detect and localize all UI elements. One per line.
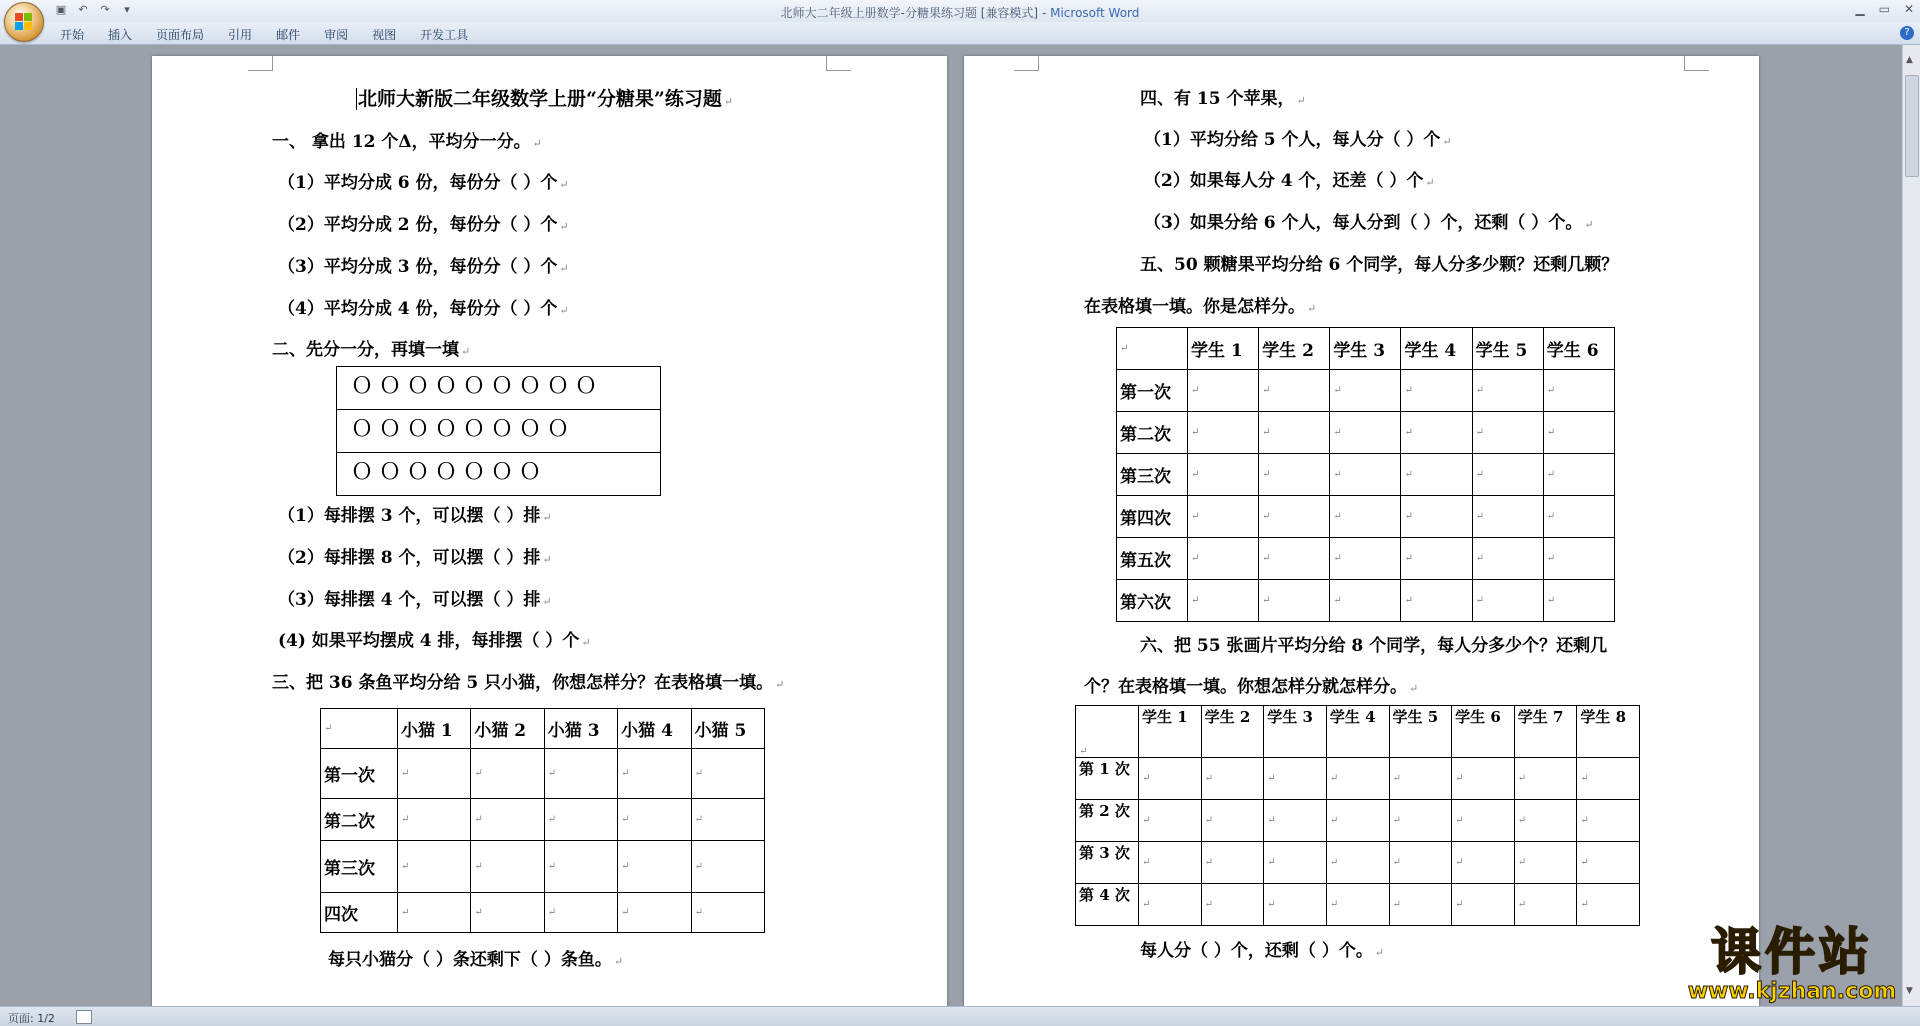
table-cell[interactable]: ↵	[1577, 800, 1640, 842]
ribbon-tabs	[60, 26, 492, 43]
table-header-row	[1076, 706, 1640, 758]
scroll-up-icon[interactable]: ▲	[1906, 55, 1913, 65]
table-cell[interactable]: ↵	[1264, 758, 1327, 800]
table-cell[interactable]: ↵	[1139, 842, 1202, 884]
table-cell[interactable]: ↵	[1472, 370, 1543, 412]
page-count[interactable]: 页面: 1/2	[8, 1012, 55, 1025]
margin-corner	[1684, 56, 1709, 71]
table-cell[interactable]: ↵	[1577, 758, 1640, 800]
margin-corner	[1014, 56, 1039, 71]
table-header-cell: 学生 6	[1452, 706, 1515, 758]
page-title: 北师大新版二年级数学上册“分糖果”练习题 ↵	[358, 88, 734, 110]
table-cell[interactable]: ↵	[1264, 884, 1327, 926]
help-icon[interactable]: ?	[1900, 26, 1914, 40]
tab-developer[interactable]: 开发工具	[420, 28, 469, 42]
question-line: （4）平均分成 4 份，每份分（ ）个 ↵	[278, 299, 569, 319]
table-cell[interactable]: ↵	[691, 841, 764, 893]
table-cell[interactable]: ↵	[1326, 758, 1389, 800]
table-cell[interactable]: ↵	[1577, 842, 1640, 884]
window-title: 北师大二年级上册数学-分糖果练习题 [兼容模式] - Microsoft Word	[780, 6, 1140, 20]
table-cell[interactable]: ↵	[691, 893, 764, 933]
table-row-label: 第 1 次	[1076, 758, 1139, 800]
close-icon[interactable]: ✕	[1903, 2, 1914, 16]
scroll-down-icon[interactable]: ▼	[1906, 986, 1913, 996]
question-line: （3）如果分给 6 个人，每人分到（ ）个，还剩（ ）个。 ↵	[1144, 213, 1594, 233]
table-row-label: 第三次	[321, 841, 398, 893]
table-row	[1117, 412, 1615, 454]
table-cell[interactable]: ↵	[1188, 538, 1259, 580]
table-cell[interactable]: ↵	[544, 749, 617, 799]
table-cell[interactable]: ↵	[1259, 454, 1330, 496]
document-title: 北师大二年级上册数学-分糖果练习题 [兼容模式]	[780, 6, 1039, 20]
question-line: （1）平均分给 5 个人，每人分（ ）个 ↵	[1144, 130, 1452, 150]
undo-icon[interactable]: ↶	[78, 3, 88, 16]
table-row-label: 第 3 次	[1076, 842, 1139, 884]
table-header-cell: 学生 4	[1326, 706, 1389, 758]
tab-references[interactable]: 引用	[228, 28, 253, 42]
table-cell[interactable]: ↵	[544, 893, 617, 933]
table-cell[interactable]: ↵	[691, 749, 764, 799]
table-cell[interactable]: ↵	[1452, 842, 1515, 884]
table-cell[interactable]: ↵	[1543, 370, 1614, 412]
table-cell[interactable]: ↵	[1330, 412, 1401, 454]
table-row	[321, 799, 765, 841]
table-cell[interactable]: ↵	[1452, 758, 1515, 800]
table-cell[interactable]: ↵	[1543, 580, 1614, 622]
fish-table	[320, 708, 765, 933]
table-header-cell: 学生 1	[1139, 706, 1202, 758]
table-cell[interactable]: ↵	[1188, 496, 1259, 538]
table-cell[interactable]: ↵	[1401, 370, 1472, 412]
table-cell[interactable]: ↵	[1076, 706, 1139, 758]
fish-footer: 每只小猫分（ ）条还剩下（ ）条鱼。 ↵	[328, 950, 624, 970]
table-cell[interactable]: ↵	[1514, 800, 1577, 842]
question-line: (4) 如果平均摆成 4 排，每排摆（ ）个 ↵	[278, 631, 591, 651]
table-header-cell: 学生 5	[1389, 706, 1452, 758]
table-header-cell: 小猫 2	[471, 709, 544, 749]
picture-card-table	[1075, 705, 1640, 926]
table-cell[interactable]: ↵	[1401, 412, 1472, 454]
table-row	[1076, 842, 1640, 884]
table-row-label: 第三次	[1117, 454, 1188, 496]
table-cell[interactable]: ↵	[1188, 412, 1259, 454]
table-header-cell: 学生 7	[1514, 706, 1577, 758]
table-header-cell: 小猫 3	[544, 709, 617, 749]
table-cell[interactable]: ↵	[1472, 538, 1543, 580]
table-cell[interactable]: ↵	[1264, 842, 1327, 884]
table-row	[1117, 454, 1615, 496]
site-watermark-logo	[1664, 924, 1920, 1006]
margin-corner	[826, 56, 851, 71]
table-cell[interactable]: ↵	[1401, 538, 1472, 580]
table-cell[interactable]: ↵	[1401, 580, 1472, 622]
candy-table	[1116, 327, 1615, 622]
minimize-icon[interactable]: ▁	[1855, 2, 1865, 16]
app-name: Microsoft Word	[1050, 6, 1140, 20]
table-cell[interactable]: ↵	[471, 841, 544, 893]
circle-row: ＯＯＯＯＯＯＯＯＯ	[337, 367, 660, 410]
table-cell[interactable]: ↵	[1577, 884, 1640, 926]
table-cell[interactable]: ↵	[1543, 454, 1614, 496]
table-cell[interactable]: ↵	[1401, 454, 1472, 496]
table-row	[321, 893, 765, 933]
table-header-cell: 学生 3	[1264, 706, 1327, 758]
table-cell[interactable]: ↵	[471, 799, 544, 841]
office-logo-icon	[15, 13, 33, 31]
table-cell[interactable]: ↵	[1514, 884, 1577, 926]
redo-icon[interactable]: ↷	[100, 3, 110, 16]
table-header-cell: 学生 2	[1259, 328, 1330, 370]
table-cell[interactable]: ↵	[618, 749, 691, 799]
table-cell[interactable]: ↵	[1472, 412, 1543, 454]
table-cell[interactable]: ↵	[1514, 758, 1577, 800]
table-row-label: 第二次	[321, 799, 398, 841]
table-header-cell: 学生 2	[1201, 706, 1264, 758]
table-cell[interactable]: ↵	[1259, 580, 1330, 622]
table-cell[interactable]: ↵	[1188, 454, 1259, 496]
table-cell[interactable]: ↵	[1389, 800, 1452, 842]
question-line: （1）平均分成 6 份，每份分（ ）个 ↵	[278, 173, 569, 193]
tab-page-layout[interactable]: 页面布局	[156, 28, 205, 42]
table-cell[interactable]: ↵	[1259, 496, 1330, 538]
table-header-cell: 小猫 5	[691, 709, 764, 749]
tab-mailings[interactable]: 邮件	[276, 28, 301, 42]
status-bar	[0, 1006, 1920, 1026]
table-cell[interactable]: ↵	[544, 841, 617, 893]
table-cell[interactable]: ↵	[1201, 758, 1264, 800]
section-1-heading: 一、 拿出 12 个Δ，平均分一分。 ↵	[272, 132, 542, 152]
table-cell[interactable]: ↵	[1259, 538, 1330, 580]
table-cell[interactable]: ↵	[1139, 758, 1202, 800]
table-row-label: 第一次	[321, 749, 398, 799]
question-line: （3）平均分成 3 份，每份分（ ）个 ↵	[278, 257, 569, 277]
table-cell[interactable]: ↵	[1452, 800, 1515, 842]
scrollbar-thumb[interactable]	[1905, 75, 1919, 177]
table-row-label: 第 2 次	[1076, 800, 1139, 842]
table-cell[interactable]: ↵	[691, 799, 764, 841]
table-cell[interactable]: ↵	[398, 841, 471, 893]
table-cell[interactable]: ↵	[398, 749, 471, 799]
proofing-icon[interactable]	[76, 1010, 92, 1024]
customize-toolbar-icon[interactable]: ▾	[124, 3, 130, 16]
table-cell[interactable]: ↵	[1326, 884, 1389, 926]
logo-text: 课件站	[1711, 923, 1873, 981]
table-header-cell: 学生 3	[1330, 328, 1401, 370]
table-row-label: 第五次	[1117, 538, 1188, 580]
window-controls	[1855, 2, 1914, 16]
table-cell[interactable]: ↵	[1330, 538, 1401, 580]
table-cell[interactable]: ↵	[1472, 454, 1543, 496]
section-3-heading: 三、把 36 条鱼平均分给 5 只小猫，你想怎样分？在表格填一填。 ↵	[272, 673, 785, 693]
tab-insert[interactable]: 插入	[108, 28, 133, 42]
table-row	[1117, 370, 1615, 412]
table-cell[interactable]: ↵	[1264, 800, 1327, 842]
table-header-cell: 学生 6	[1543, 328, 1614, 370]
table-row	[1117, 580, 1615, 622]
table-cell[interactable]: ↵	[1472, 496, 1543, 538]
table-header-cell: 学生 5	[1472, 328, 1543, 370]
question-line: （2）平均分成 2 份，每份分（ ）个 ↵	[278, 215, 569, 235]
save-icon[interactable]: ▣	[55, 3, 67, 16]
document-page-1[interactable]	[152, 56, 947, 1016]
table-cell[interactable]: ↵	[1330, 496, 1401, 538]
circle-row: ＯＯＯＯＯＯＯＯ	[337, 410, 660, 453]
logo-url: www.kjzhan.com	[1687, 979, 1897, 1004]
document-page-2[interactable]	[964, 56, 1759, 1016]
table-header-cell: 学生 1	[1188, 328, 1259, 370]
table-cell[interactable]: ↵	[1259, 370, 1330, 412]
table-cell[interactable]: ↵	[1326, 842, 1389, 884]
vertical-scrollbar[interactable]	[1902, 45, 1920, 1006]
table-cell[interactable]: ↵	[1330, 580, 1401, 622]
tab-view[interactable]: 视图	[372, 28, 397, 42]
table-row	[1076, 758, 1640, 800]
table-header-row	[1117, 328, 1615, 370]
table-row	[1076, 800, 1640, 842]
table-cell[interactable]: ↵	[1543, 538, 1614, 580]
picture-card-footer: 每人分（ ）个，还剩（ ）个。 ↵	[1140, 941, 1385, 961]
table-header-cell: 学生 4	[1401, 328, 1472, 370]
table-cell[interactable]: ↵	[1188, 370, 1259, 412]
table-row-label: 第四次	[1117, 496, 1188, 538]
table-cell[interactable]: ↵	[471, 749, 544, 799]
title-bar	[0, 0, 1920, 23]
office-button[interactable]	[4, 2, 44, 42]
question-line: （2）如果每人分 4 个，还差（ ）个 ↵	[1144, 171, 1435, 191]
table-cell[interactable]: ↵	[1117, 328, 1188, 370]
section-5-line: 在表格填一填。你是怎样分。 ↵	[1084, 297, 1317, 317]
question-line: （1）每排摆 3 个，可以摆（ ）排 ↵	[278, 506, 552, 526]
table-cell[interactable]: ↵	[1401, 496, 1472, 538]
table-cell[interactable]: ↵	[321, 709, 398, 749]
circle-row: ＯＯＯＯＯＯＯ	[351, 460, 548, 485]
question-line: （3）每排摆 4 个，可以摆（ ）排 ↵	[278, 590, 552, 610]
table-row	[321, 841, 765, 893]
table-cell[interactable]: ↵	[1201, 884, 1264, 926]
table-cell[interactable]: ↵	[1139, 800, 1202, 842]
ribbon	[0, 22, 1920, 45]
table-row-label: 四次	[321, 893, 398, 933]
table-cell[interactable]: ↵	[1326, 800, 1389, 842]
table-cell[interactable]: ↵	[1543, 496, 1614, 538]
table-cell[interactable]: ↵	[1330, 370, 1401, 412]
table-cell[interactable]: ↵	[1389, 884, 1452, 926]
section-6-line: 六、把 55 张画片平均分给 8 个同学，每人分多少个？还剩几	[1140, 636, 1608, 656]
table-row	[1117, 496, 1615, 538]
table-cell[interactable]: ↵	[398, 893, 471, 933]
table-cell[interactable]: ↵	[1259, 412, 1330, 454]
table-cell[interactable]: ↵	[1452, 884, 1515, 926]
tab-review[interactable]: 审阅	[324, 28, 349, 42]
table-cell[interactable]: ↵	[398, 799, 471, 841]
table-header-cell: 小猫 1	[398, 709, 471, 749]
table-row-label: 第六次	[1117, 580, 1188, 622]
table-cell[interactable]: ↵	[471, 893, 544, 933]
table-row-label: 第二次	[1117, 412, 1188, 454]
section-6-line: 个？在表格填一填。你想怎样分就怎样分。 ↵	[1084, 677, 1419, 697]
section-4-heading: 四、有 15 个苹果， ↵	[1140, 89, 1306, 109]
table-cell[interactable]: ↵	[1472, 580, 1543, 622]
table-row	[1076, 884, 1640, 926]
table-header-row	[321, 709, 765, 749]
question-line: （2）每排摆 8 个，可以摆（ ）排 ↵	[278, 548, 552, 568]
table-cell[interactable]: ↵	[1201, 800, 1264, 842]
tab-home[interactable]: 开始	[60, 28, 85, 42]
table-cell[interactable]: ↵	[1389, 758, 1452, 800]
section-2-heading: 二、先分一分，再填一填 ↵	[272, 340, 471, 360]
table-cell[interactable]: ↵	[1514, 842, 1577, 884]
table-cell[interactable]: ↵	[618, 893, 691, 933]
table-cell[interactable]: ↵	[1330, 454, 1401, 496]
table-row-label: 第一次	[1117, 370, 1188, 412]
table-cell[interactable]: ↵	[618, 799, 691, 841]
table-row	[1117, 538, 1615, 580]
table-cell[interactable]: ↵	[618, 841, 691, 893]
table-row	[321, 749, 765, 799]
maximize-icon[interactable]: ▭	[1878, 2, 1890, 16]
table-cell[interactable]: ↵	[1188, 580, 1259, 622]
table-cell[interactable]: ↵	[1543, 412, 1614, 454]
section-5-line: 五、50 颗糖果平均分给 6 个同学，每人分多少颗？还剩几颗？	[1140, 255, 1619, 275]
table-cell[interactable]: ↵	[1389, 842, 1452, 884]
table-cell[interactable]: ↵	[1201, 842, 1264, 884]
table-cell[interactable]: ↵	[1139, 884, 1202, 926]
circles-box	[336, 366, 661, 496]
table-cell[interactable]: ↵	[544, 799, 617, 841]
table-header-cell: 小猫 4	[618, 709, 691, 749]
margin-corner	[248, 56, 273, 71]
table-header-cell: 学生 8	[1577, 706, 1640, 758]
table-row-label: 第 4 次	[1076, 884, 1139, 926]
